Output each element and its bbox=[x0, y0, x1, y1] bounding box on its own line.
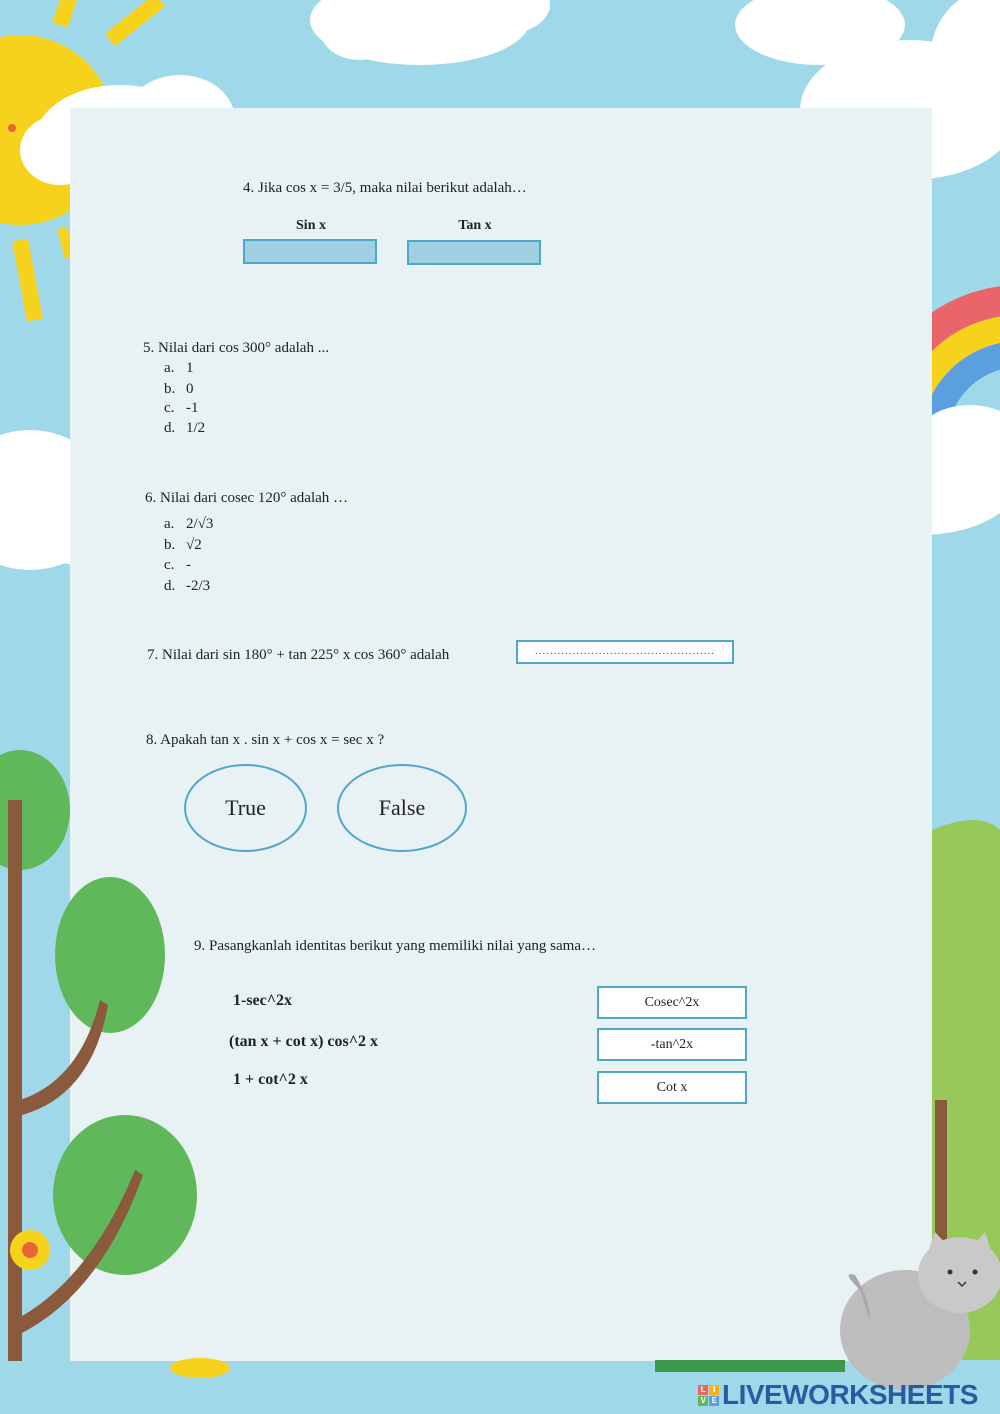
liveworksheets-logo bbox=[698, 1378, 978, 1412]
logo-text: LIVEWORKSHEETS bbox=[722, 1379, 978, 1410]
true-option[interactable]: True bbox=[184, 764, 307, 852]
logo-mark-icon: L I V E bbox=[698, 1385, 719, 1406]
question-6-text: 6. Nilai dari cosec 120° adalah … bbox=[145, 490, 349, 506]
identity-left-3[interactable]: 1 + cot^2 x bbox=[233, 1071, 308, 1088]
identity-right-2[interactable]: -tan^2x bbox=[597, 1028, 747, 1061]
tan-x-input[interactable] bbox=[407, 240, 541, 265]
sin-x-input[interactable] bbox=[243, 239, 377, 264]
q6-option-c[interactable]: c. - bbox=[164, 557, 191, 573]
identity-left-2[interactable]: (tan x + cot x) cos^2 x bbox=[229, 1033, 379, 1050]
identity-left-1[interactable]: 1-sec^2x bbox=[233, 992, 293, 1009]
question-4-text: 4. Jika cos x = 3/5, maka nilai berikut adalah… bbox=[243, 180, 527, 196]
q7-answer-input[interactable]: ................................................ bbox=[516, 640, 734, 664]
question-5-text: 5. Nilai dari cos 300° adalah ... bbox=[143, 340, 329, 356]
identity-right-3[interactable]: Cot x bbox=[597, 1071, 747, 1104]
sin-x-header: Sin x bbox=[296, 218, 326, 233]
question-7-text: 7. Nilai dari sin 180° + tan 225° x cos 360° adalah bbox=[147, 647, 450, 663]
q6-option-b[interactable]: b. √2 bbox=[164, 537, 202, 553]
q6-option-a[interactable]: a. 2/√3 bbox=[164, 516, 214, 532]
q5-option-d[interactable]: d. 1/2 bbox=[164, 420, 206, 436]
q5-option-b[interactable]: b. 0 bbox=[164, 381, 194, 397]
q6-option-d[interactable]: d. -2/3 bbox=[164, 578, 211, 594]
identity-right-1[interactable]: Cosec^2x bbox=[597, 986, 747, 1019]
q5-option-a[interactable]: a. 1 bbox=[164, 360, 194, 376]
q5-option-c[interactable]: c. -1 bbox=[164, 400, 199, 416]
false-option[interactable]: False bbox=[337, 764, 467, 852]
question-8-text: 8. Apakah tan x . sin x + cos x = sec x ? bbox=[146, 732, 385, 748]
tan-x-header: Tan x bbox=[458, 218, 492, 233]
question-9-text: 9. Pasangkanlah identitas berikut yang memiliki nilai yang sama… bbox=[194, 938, 596, 954]
